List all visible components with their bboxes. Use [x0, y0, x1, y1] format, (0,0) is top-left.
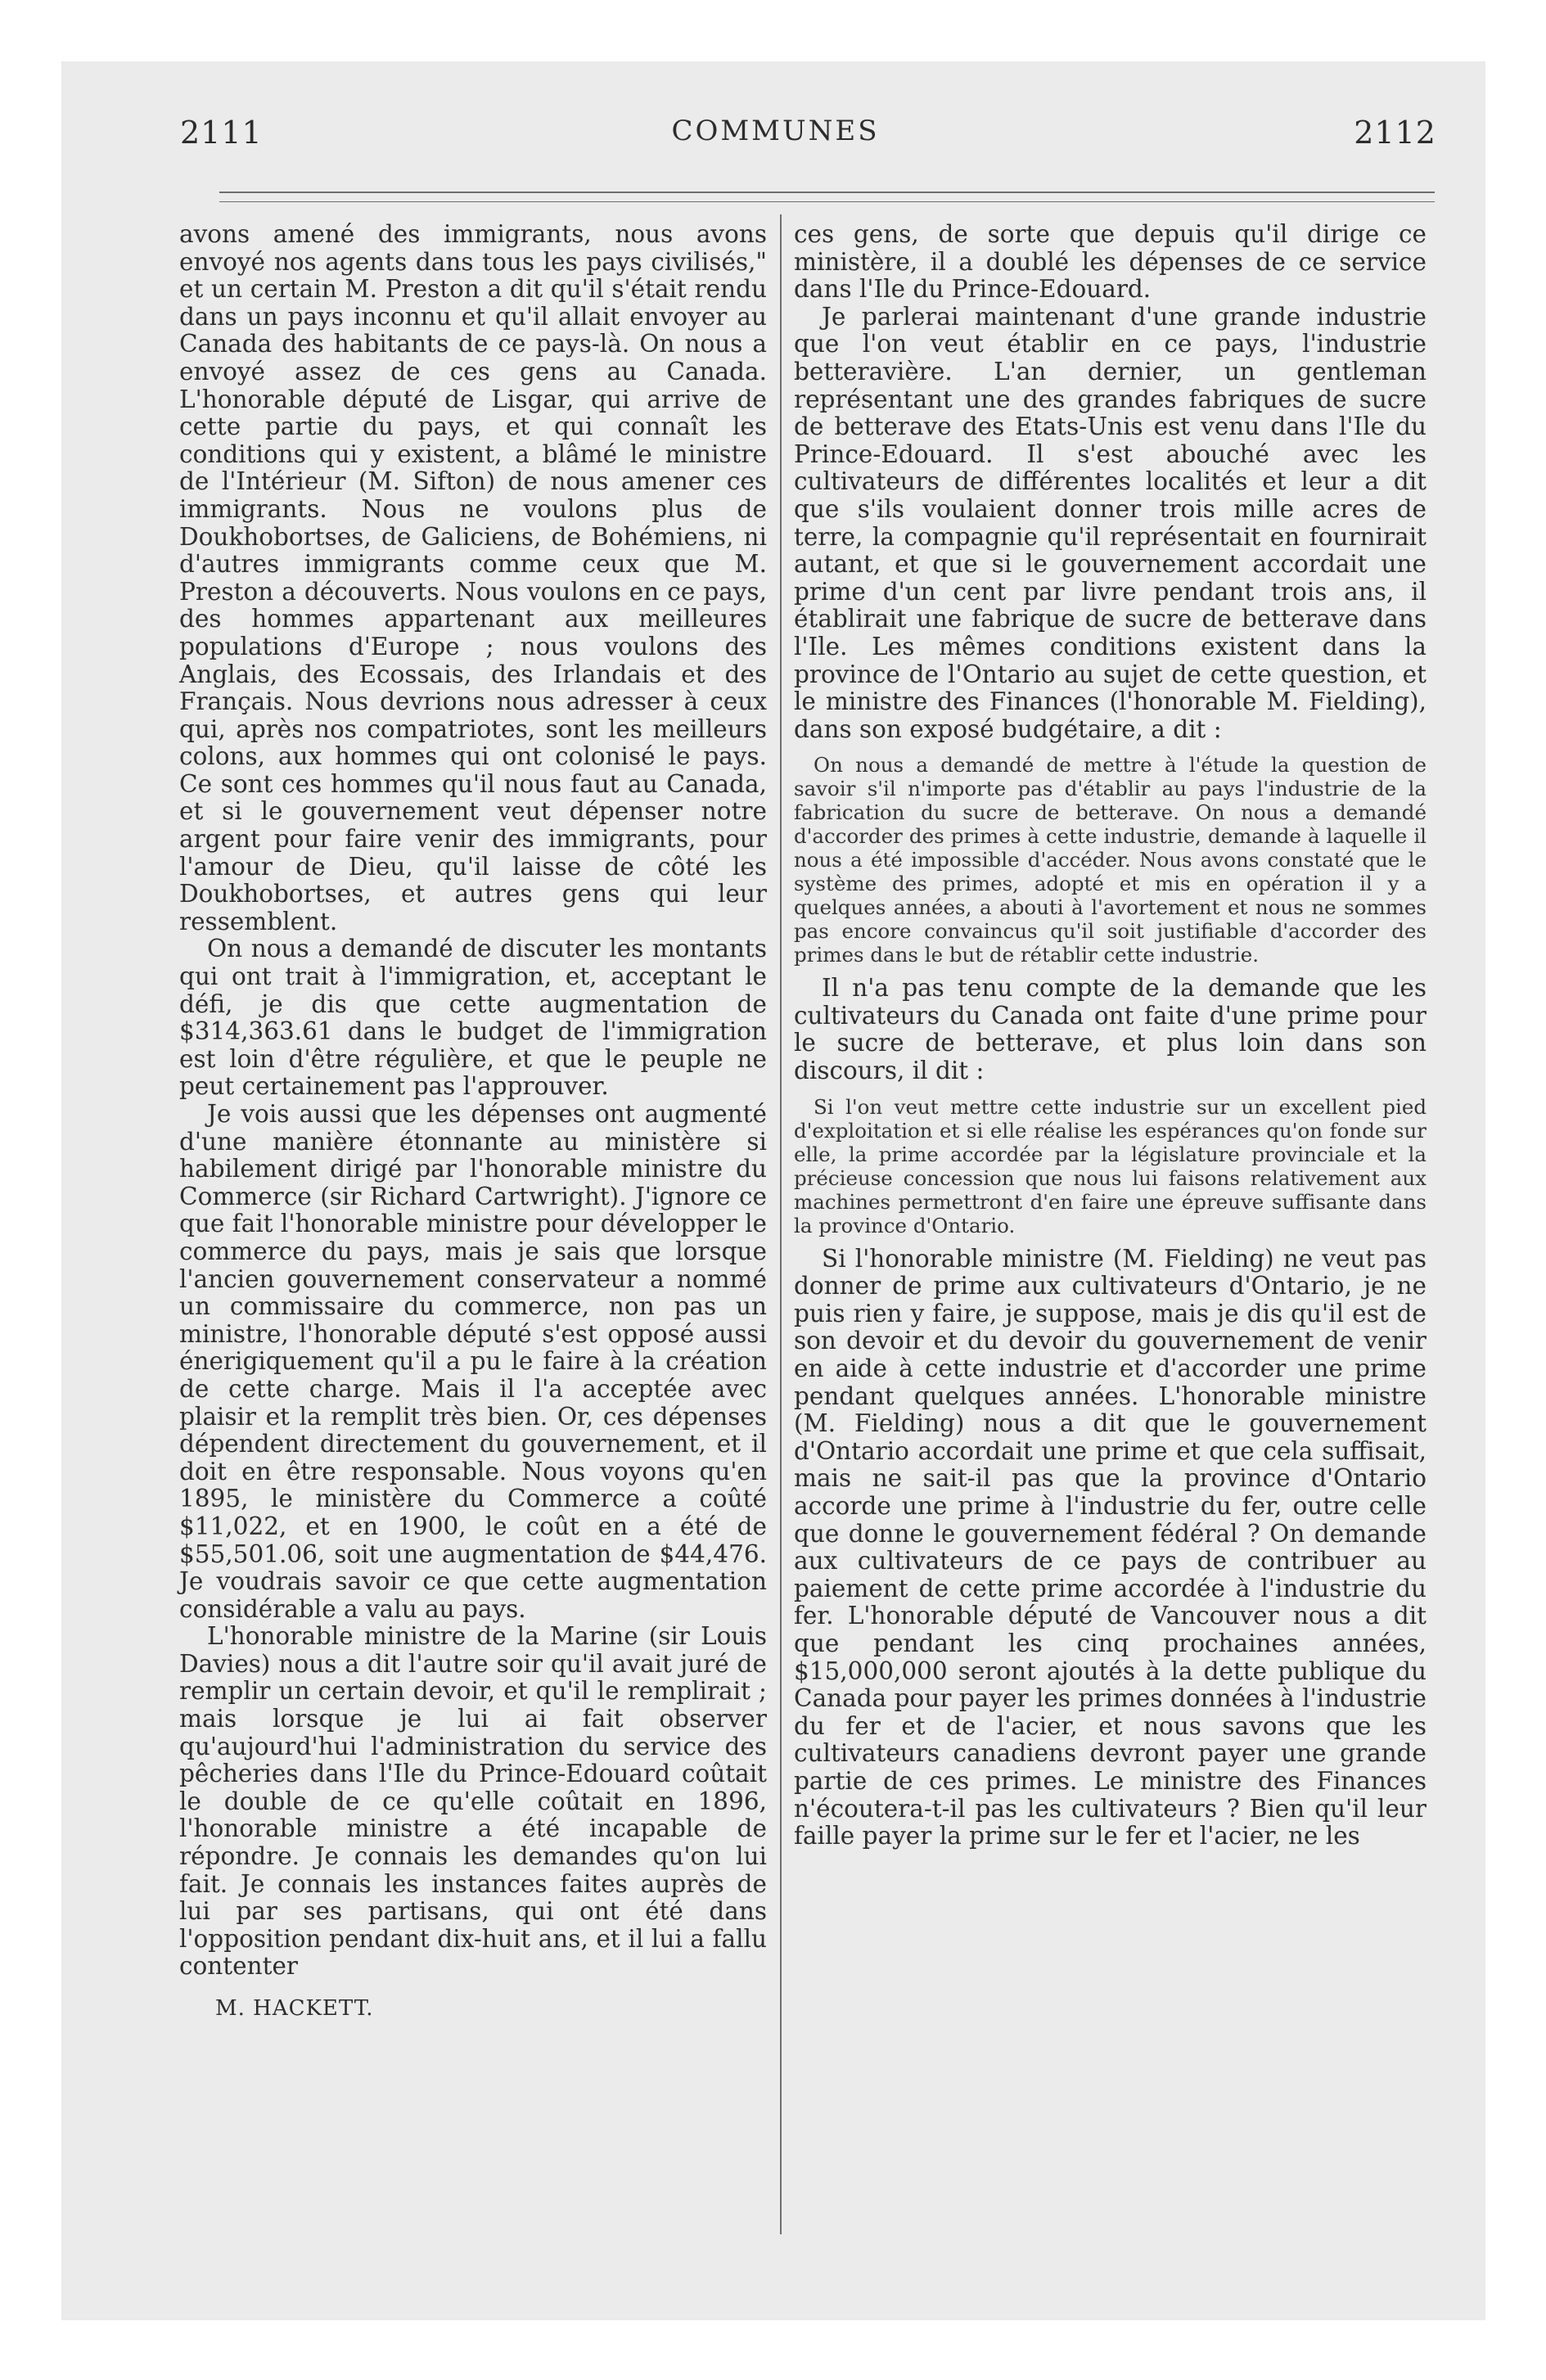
page-header — [115, 115, 1436, 156]
page-number-left: 2111 — [180, 115, 263, 151]
header-rule-thin — [219, 201, 1435, 202]
block-quote: Si l'on veut mettre cette industrie sur un excellent pied d'exploitation et si elle réalise les espérances qu'on fonde sur elle, la prime accordée par la législature provinciale et la précieuse concession que nous lui faisons relativement aux machines permettront d'en faire une épreuve suffisante dans la province d'Ontario. — [794, 1094, 1427, 1237]
paragraph: avons amené des immigrants, nous avons envoyé nos agents dans tous les pays civilisés," et un certain M. Preston a dit qu'il s'était rendu dans un pays inconnu et qu'il allait envoyer au Canada des habitants de ce pays-là. On nous a envoyé assez de ces gens au Canada. L'honorable député de Lisgar, qui arrive de cette partie du pays, et qui connaît les conditions qui y existent, a blâmé le ministre de l'Intérieur (M. Sifton) de nous amener ces immigrants. Nous ne voulons plus de Doukhobortses, de Galiciens, de Bohémiens, ni d'autres immigrants comme ceux que M. Preston a découverts. Nous voulons en ce pays, des hommes appartenant aux meilleures populations d'Europe ; nous voulons des Anglais, des Ecossais, des Irlandais et des Français. Nous devrions nous adresser à ceux qui, après nos compatriotes, sont les meilleurs colons, aux hommes qui ont colonisé le pays. Ce sont ces hommes qu'il nous faut au Canada, et si le gouvernement veut dépenser notre argent pour faire venir des immigrants, pour l'amour de Dieu, qu'il laisse de côté les Doukhobortses, et autres gens qui leur ressemblent. — [179, 220, 767, 935]
running-head: COMMUNES — [671, 115, 880, 147]
left-column — [179, 221, 767, 2023]
block-quote: On nous a demandé de mettre à l'étude la question de savoir s'il n'importe pas d'établir au pays l'industrie de la fabrication du sucre de betterave. On nous a demandé d'accorder des primes à cette industrie, demande à laquelle il nous a été impossible d'accéder. Nous avons constaté que le système des primes, adopté et mis en opération il y a quelques années, a abouti à l'avortement et nous ne sommes pas encore convaincus qu'il soit justifiable d'accorder des primes dans le but de rétablir cette industrie. — [794, 753, 1427, 967]
speaker-signature: M. HACKETT. — [215, 1996, 374, 2021]
paragraph: On nous a demandé de discuter les montants qui ont trait à l'immigration, et, acceptant le défi, je dis que cette augmentation de $314,363.61 dans le budget de l'immigration est loin d'être régulière, et que le peuple ne peut certainement pas l'approuver. — [179, 935, 767, 1101]
right-column — [794, 221, 1427, 1850]
header-rule — [219, 192, 1435, 193]
paragraph: Il n'a pas tenu compte de la demande que les cultivateurs du Canada ont faite d'une prime pour le sucre de betterave, et plus loin dans son discours, il dit : — [794, 974, 1427, 1085]
paragraph: Si l'honorable ministre (M. Fielding) ne veut pas donner de prime aux cultivateurs d'Ontario, je ne puis rien y faire, je suppose, mais je dis qu'il est de son devoir et du devoir du gouvernement de venir en aide à cette industrie et d'accorder une prime pendant quelques années. L'honorable ministre (M. Fielding) nous a dit que le gouvernement d'Ontario accordait une prime et que cela suffisait, mais ne sait-il pas que la province d'Ontario accorde une prime à l'industrie du fer, outre celle que donne le gouvernement fédéral ? On demande aux cultivateurs de ce pays de contribuer au paiement de cette prime accordée à l'industrie du fer. L'honorable député de Vancouver nous a dit que pendant les cinq prochaines années, $15,000,000 seront ajoutés à la dette publique du Canada pour payer les primes données à l'industrie du fer et de l'acier, et nous savons que les cultivateurs canadiens devront payer une grande partie de ces primes. Le ministre des Finances n'écoutera-t-il pas les cultivateurs ? Bien qu'il leur faille payer la prime sur le fer et l'acier, ne les — [794, 1244, 1427, 1850]
paragraph: Je parlerai maintenant d'une grande industrie que l'on veut établir en ce pays, l'industrie betteravière. L'an dernier, un gentleman représentant une des grandes fabriques de sucre de betterave des Etats-Unis est venu dans l'Ile du Prince-Edouard. Il s'est abouché avec les cultivateurs de différentes localités et leur a dit que s'ils voulaient donner trois mille acres de terre, la compagnie qu'il représentait en fournirait autant, et que si le gouvernement accordait une prime d'un cent par livre pendant trois ans, il établirait une fabrique de sucre de betterave dans l'Ile. Les mêmes conditions existent dans la province de l'Ontario au sujet de cette question, et le ministre des Finances (l'honorable M. Fielding), dans son exposé budgétaire, a dit : — [794, 302, 1427, 743]
column-divider — [780, 214, 782, 2234]
page-number-right: 2112 — [1354, 115, 1436, 151]
paragraph: ces gens, de sorte que depuis qu'il dirige ce ministère, il a doublé les dépenses de ce service dans l'Ile du Prince-Edouard. — [794, 220, 1427, 304]
paragraph: L'honorable ministre de la Marine (sir Louis Davies) nous a dit l'autre soir qu'il avait juré de remplir un certain devoir, et qu'il le remplirait ; mais lorsque je lui ai fait observer qu'aujourd'hui l'administration du service des pêcheries dans l'Ile du Prince-Edouard coûtait le double de ce qu'elle coûtait en 1896, l'honorable ministre a été incapable de répondre. Je connais les demandes qu'on lui fait. Je connais les instances faites auprès de lui par ses partisans, qui ont été dans l'opposition pendant dix-huit ans, et il lui a fallu contenter — [179, 1622, 767, 1981]
paragraph: Je vois aussi que les dépenses ont augmenté d'une manière étonnante au ministère si habilement dirigé par l'honorable ministre du Commerce (sir Richard Cartwright). J'ignore ce que fait l'honorable ministre pour développer le commerce du pays, mais je sais que lorsque l'ancien gouvernement conservateur a nommé un commissaire du commerce, non pas un ministre, l'honorable député s'est opposé aussi énerigiquement qu'il a pu le faire à la création de cette charge. Mais il l'a acceptée avec plaisir et la remplit très bien. Or, ces dépenses dépendent directement du gouvernement, et il doit en être responsable. Nous voyons qu'en 1895, le ministère du Commerce a coûté $11,022, et en 1900, le coût en a été de $55,501.06, soit une augmentation de $44,476. Je voudrais savoir ce que cette augmentation considérable a valu au pays. — [179, 1100, 767, 1623]
